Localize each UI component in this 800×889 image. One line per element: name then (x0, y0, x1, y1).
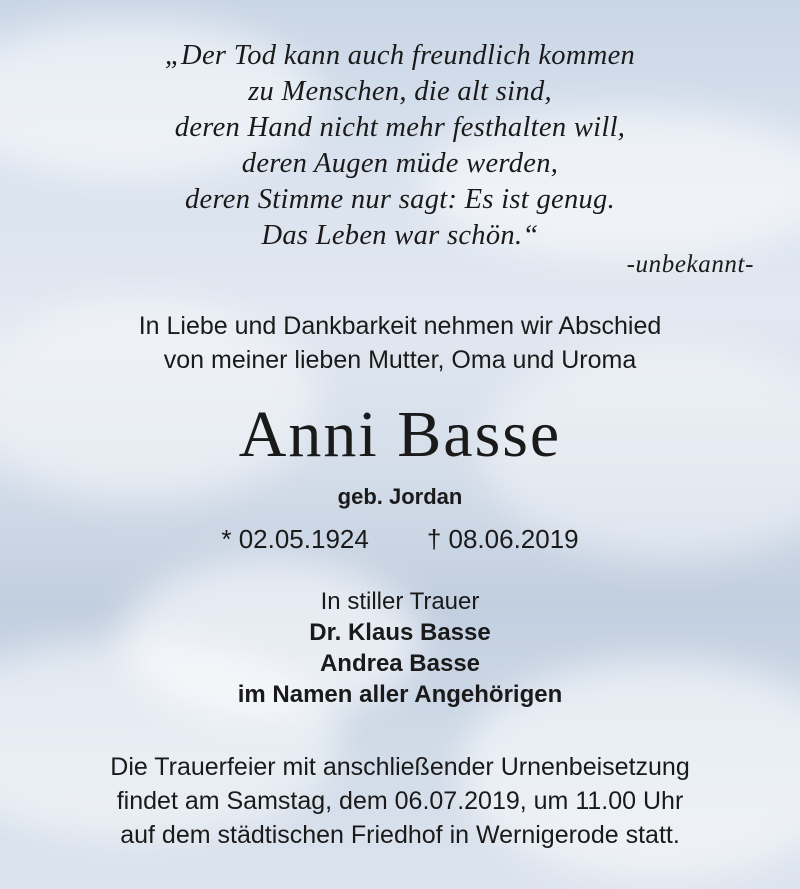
quote-line: deren Augen müde werden, (241, 148, 559, 179)
poem-quote (0, 38, 800, 254)
mourning-intro: In stiller Trauer (320, 588, 480, 615)
maiden-name: geb. Jordan (337, 484, 463, 509)
quote-line: deren Stimme nur sagt: Es ist genug. (184, 184, 616, 215)
birth-date: * 02.05.1924 (221, 524, 369, 554)
farewell-line: von meiner lieben Mutter, Oma und Uroma (163, 346, 637, 374)
quote-line: deren Hand nicht mehr festhalten will, (174, 112, 626, 143)
farewell-line: In Liebe und Dankbarkeit nehmen wir Abschied (138, 312, 662, 340)
life-dates (0, 522, 800, 556)
death-date: † 08.06.2019 (426, 524, 579, 554)
ceremony-info (0, 750, 800, 852)
quote-author: -unbekannt- (626, 251, 754, 278)
quote-line: zu Menschen, die alt sind, (248, 76, 552, 107)
ceremony-line: findet am Samstag, dem 06.07.2019, um 11.00 Uhr (116, 787, 684, 815)
mourner-name: Andrea Basse (319, 650, 481, 677)
farewell-text (0, 309, 800, 377)
quote-line: Das Leben war schön.“ (261, 220, 539, 251)
ceremony-line: Die Trauerfeier mit anschließender Urnenbeisetzung (110, 753, 690, 781)
deceased-name: Anni Basse (238, 398, 562, 471)
quote-line: „Der Tod kann auch freundlich kommen (164, 40, 636, 71)
mourners-block (0, 586, 800, 710)
ceremony-line: auf dem städtischen Friedhof in Wernigerode statt. (120, 821, 680, 849)
mourner-name: im Namen aller Angehörigen (237, 681, 563, 708)
mourner-name: Dr. Klaus Basse (309, 619, 491, 646)
